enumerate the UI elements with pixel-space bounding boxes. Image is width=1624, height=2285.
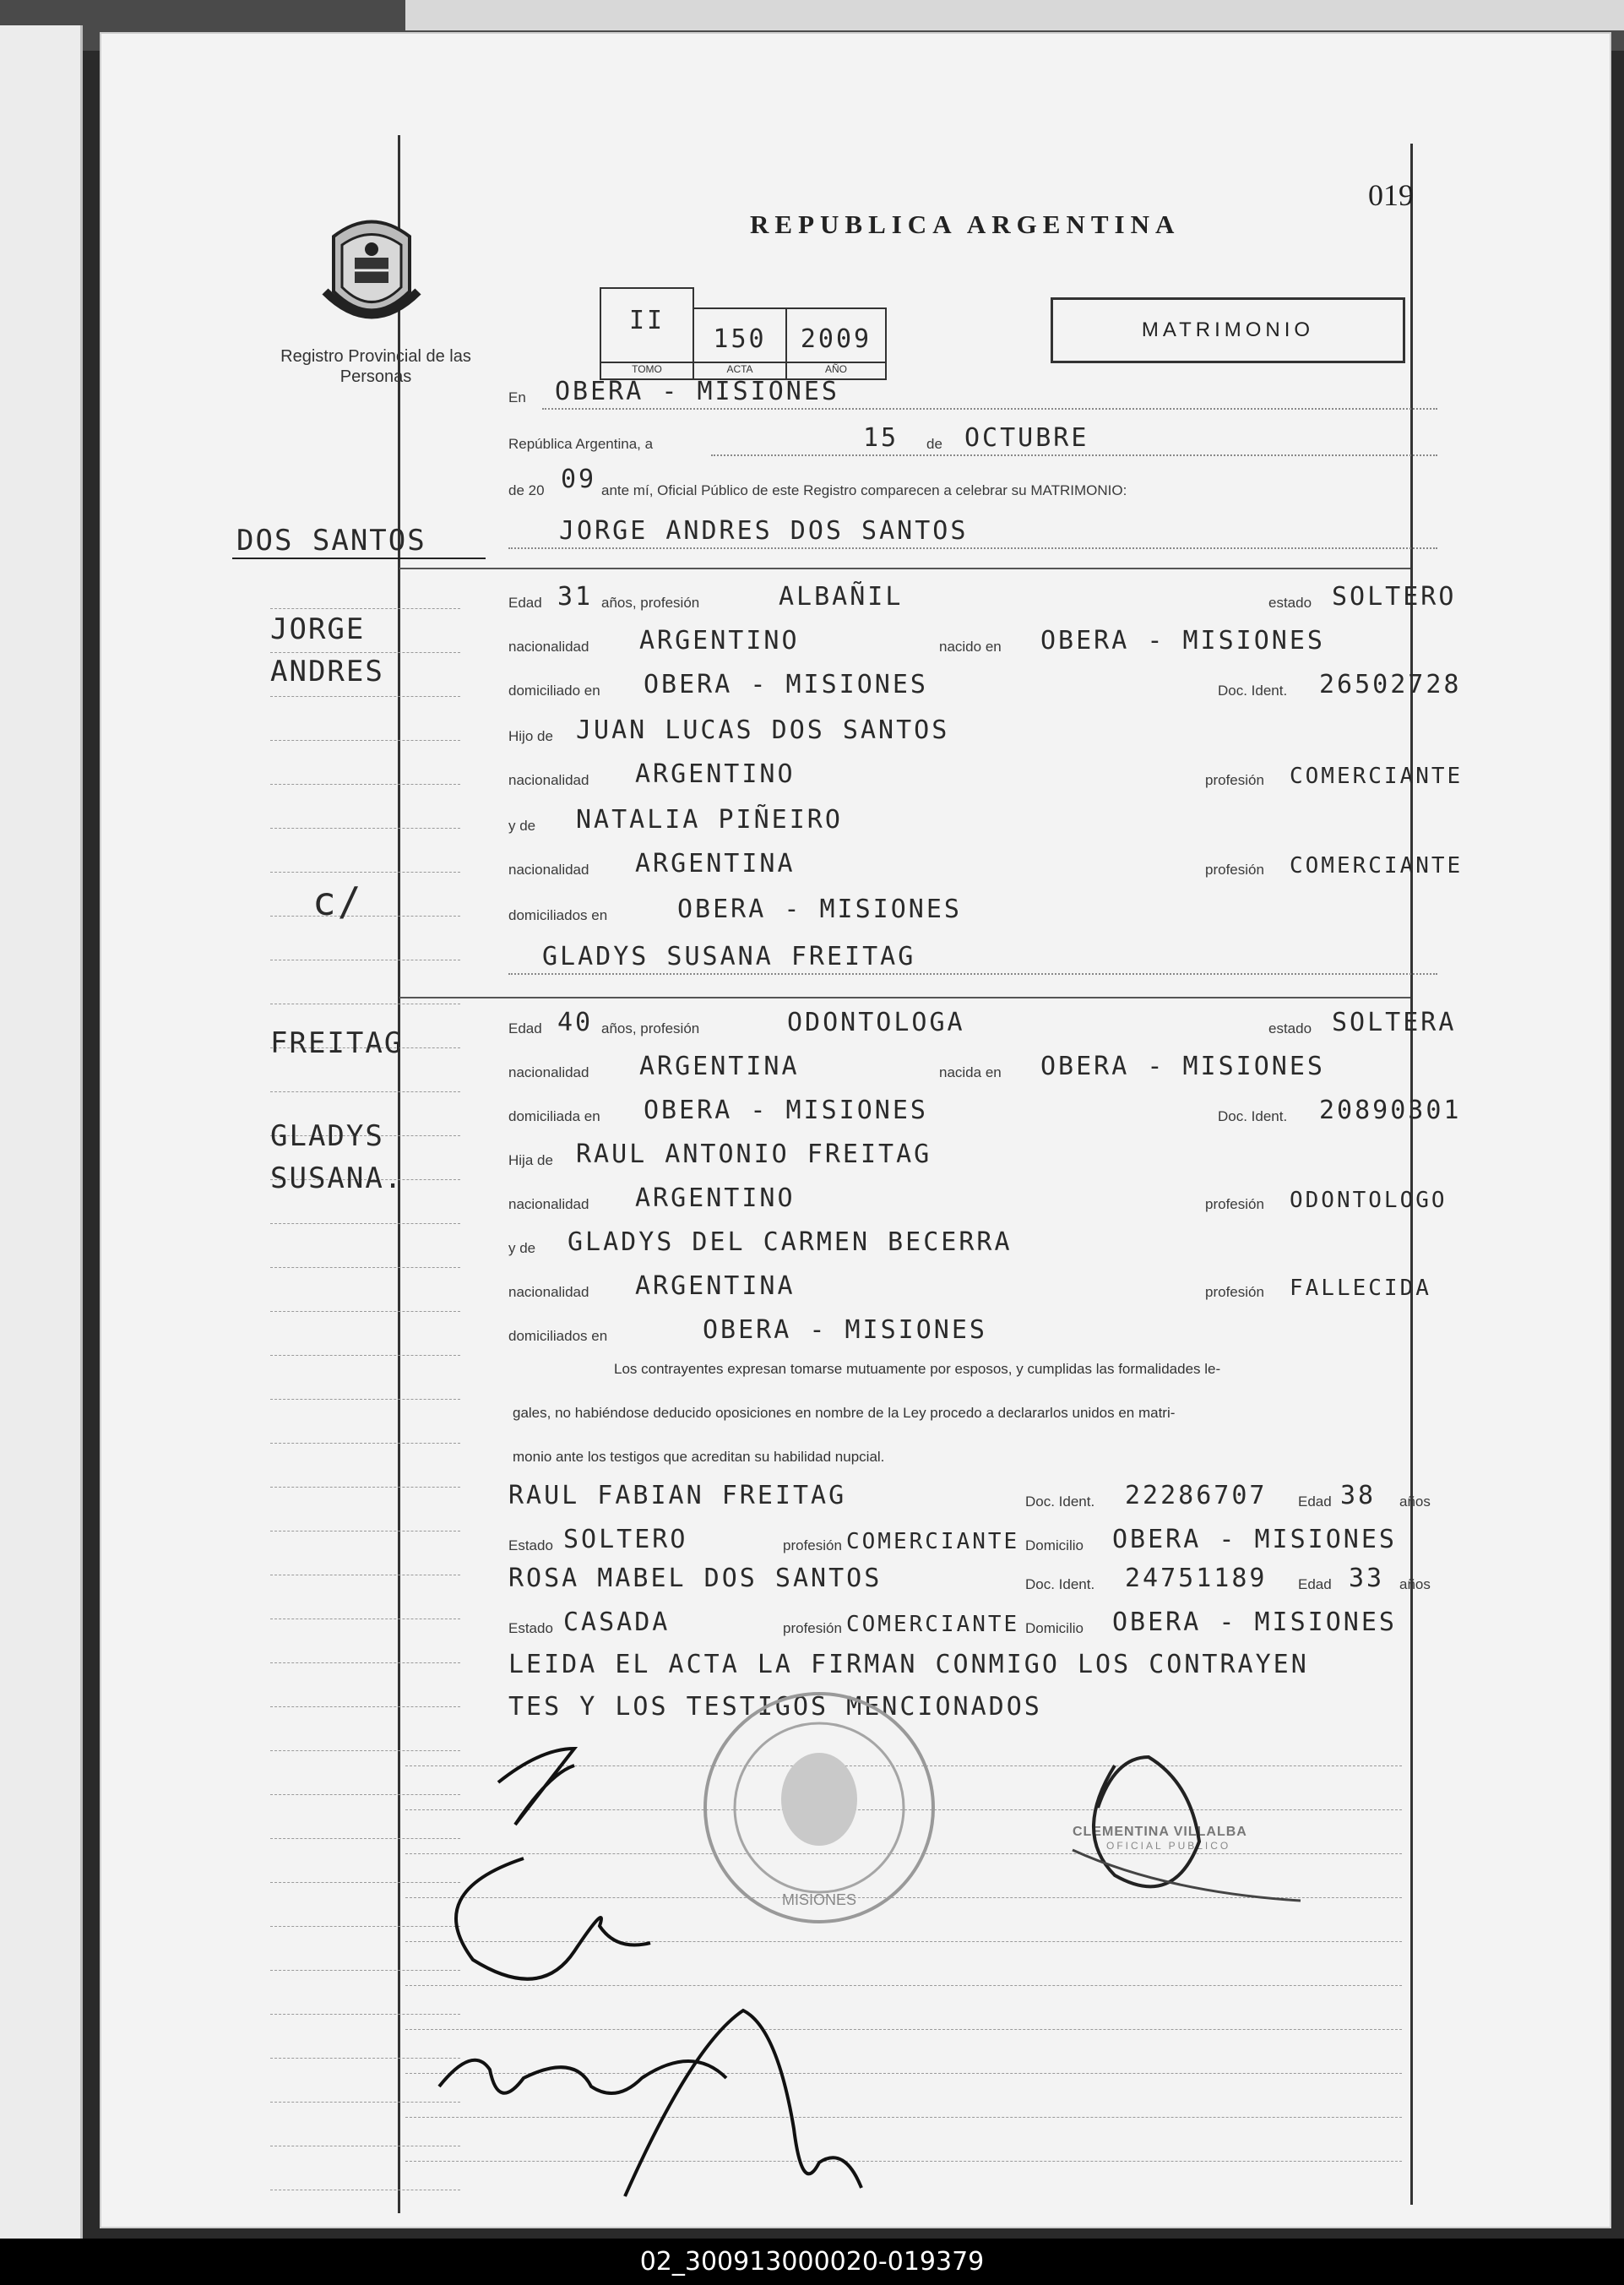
witness-address: OBERA - MISIONES (1112, 1608, 1397, 1637)
folio-number: 019 (1368, 178, 1414, 212)
signature-groom (498, 1749, 574, 1825)
label: Edad (508, 1020, 542, 1036)
label: años, profesión (601, 595, 700, 611)
witness-doc: 24751189 (1125, 1564, 1268, 1593)
tomo-label: TOMO (601, 362, 693, 378)
label: profesión (1205, 862, 1264, 878)
label: Hijo de (508, 728, 553, 744)
value: SOLTERO (1332, 582, 1457, 612)
declaration-line-1: Los contrayentes expresan tomarse mutuamente por esposos, y cumplidas las formalidades le- (614, 1361, 1221, 1377)
value: NATALIA PIÑEIRO (576, 805, 843, 835)
witness-doc: 22286707 (1125, 1481, 1268, 1510)
label: Edad (1298, 1493, 1332, 1510)
anio-value: 2009 (800, 324, 872, 354)
value: OBERA - MISIONES (644, 1096, 928, 1125)
value: ARGENTINO (635, 1183, 796, 1213)
label: nacida en (939, 1064, 1002, 1080)
label: Hija de (508, 1152, 553, 1168)
label: Doc. Ident. (1218, 1108, 1288, 1124)
margin-bride-surname: FREITAG (270, 1026, 404, 1060)
registry-name: Registro Provincial de las Personas (280, 347, 471, 386)
declaration-line-2: gales, no habiéndose deducido oposiciones en nombre de la Ley procedo a declararlos unidos en matri- (513, 1405, 1176, 1421)
officer-text: ante mí, Oficial Público de este Registro comparecen a celebrar su MATRIMONIO: (601, 482, 1127, 498)
label: Doc. Ident. (1218, 683, 1288, 699)
witness-name: ROSA MABEL DOS SANTOS (508, 1564, 883, 1593)
label: nacionalidad (508, 862, 589, 878)
value: OBERA - MISIONES (1040, 626, 1325, 656)
value: SOLTERA (1332, 1008, 1457, 1037)
label: y de (508, 818, 536, 834)
month-value: OCTUBRE (964, 423, 1089, 453)
label: Estado (508, 1620, 553, 1636)
seal-text: MISIONES (781, 1891, 857, 1908)
label: profesión (1205, 1196, 1264, 1212)
value: OBERA - MISIONES (703, 1315, 987, 1345)
label: profesión (783, 1620, 842, 1636)
label: años (1399, 1576, 1431, 1592)
label: estado (1268, 1020, 1312, 1036)
margin-bride-name-2: SUSANA. (270, 1162, 404, 1195)
label: profesión (1205, 1284, 1264, 1300)
bride-full-name: GLADYS SUSANA FREITAG (542, 942, 916, 971)
declaration-line-3: monio ante los testigos que acreditan su habilidad nupcial. (513, 1449, 885, 1465)
closing-text: TES Y LOS TESTIGOS MENCIONADOS (508, 1692, 1042, 1722)
witness-age: 38 (1340, 1481, 1377, 1510)
label: domiciliada en (508, 1108, 600, 1124)
officer-title: OFICIAL PUBLICO (1106, 1840, 1231, 1852)
value: 40 (557, 1008, 594, 1037)
value: ARGENTINA (639, 1052, 800, 1081)
value: ARGENTINO (635, 759, 796, 789)
label: de (926, 436, 942, 452)
signature-officer (1094, 1757, 1199, 1886)
day-value: 15 (863, 423, 899, 453)
value: OBERA - MISIONES (644, 670, 928, 699)
witness-profession: COMERCIANTE (846, 1529, 1020, 1554)
label: nacionalidad (508, 1284, 589, 1300)
value: COMERCIANTE (1290, 853, 1464, 879)
label: Doc. Ident. (1025, 1493, 1095, 1510)
label: Estado (508, 1537, 553, 1553)
label: profesión (783, 1537, 842, 1553)
label: nacionalidad (508, 772, 589, 788)
label: Doc. Ident. (1025, 1576, 1095, 1592)
label: Domicilio (1025, 1620, 1084, 1636)
value: ARGENTINA (635, 849, 796, 879)
witness-address: OBERA - MISIONES (1112, 1525, 1397, 1554)
acta-label: ACTA (694, 362, 785, 378)
witness-profession: COMERCIANTE (846, 1612, 1020, 1637)
value: OBERA - MISIONES (677, 895, 962, 924)
signature-witness-1 (439, 2060, 726, 2093)
witness-age: 33 (1349, 1564, 1385, 1593)
label: domiciliado en (508, 683, 600, 699)
value: GLADYS DEL CARMEN BECERRA (568, 1227, 1013, 1257)
label: domiciliados en (508, 1328, 608, 1344)
witness-status: SOLTERO (563, 1525, 688, 1554)
value: ODONTOLOGA (787, 1008, 965, 1037)
label: estado (1268, 595, 1312, 611)
label: En (508, 389, 526, 405)
label: nacionalidad (508, 1196, 589, 1212)
label: de 20 (508, 482, 545, 498)
label: profesión (1205, 772, 1264, 788)
year-value: 09 (561, 465, 597, 494)
witness-name: RAUL FABIAN FREITAG (508, 1481, 847, 1510)
label: años (1399, 1493, 1431, 1510)
label: Edad (1298, 1576, 1332, 1592)
signature-bride (456, 1858, 650, 1979)
previous-page-edge (0, 25, 83, 2239)
value: OBERA - MISIONES (555, 377, 839, 406)
value: ARGENTINA (635, 1271, 796, 1301)
margin-groom-surname: DOS SANTOS (236, 524, 426, 558)
acta-value: 150 (713, 324, 767, 354)
country-title: REPUBLICA ARGENTINA (750, 209, 1181, 239)
label: nacionalidad (508, 639, 589, 655)
label: Domicilio (1025, 1537, 1084, 1553)
signatures (101, 34, 1613, 2230)
label: República Argentina, a (508, 436, 654, 452)
value: ALBAÑIL (779, 582, 904, 612)
label: y de (508, 1240, 536, 1256)
label: Edad (508, 595, 542, 611)
value: JUAN LUCAS DOS SANTOS (576, 715, 950, 745)
scan-id-footer: 02_300913000020-019379 (0, 2239, 1624, 2285)
groom-full-name: JORGE ANDRES DOS SANTOS (559, 516, 969, 546)
signature-officer-flourish (1073, 1850, 1301, 1901)
value: 20890301 (1319, 1096, 1462, 1125)
witness-status: CASADA (563, 1608, 671, 1637)
value: 31 (557, 582, 594, 612)
value: OBERA - MISIONES (1040, 1052, 1325, 1081)
label: nacionalidad (508, 1064, 589, 1080)
margin-connector: c/ (312, 879, 363, 924)
scan-background-edge (405, 0, 1624, 30)
margin-groom-name-1: JORGE (270, 612, 366, 646)
tomo-value: II (628, 306, 665, 335)
record-page (100, 32, 1611, 2228)
value: FALLECIDA (1290, 1276, 1431, 1301)
anio-label: AÑO (787, 362, 885, 378)
officer-name: CLEMENTINA VILLALBA (1073, 1825, 1247, 1839)
label: domiciliados en (508, 907, 608, 923)
value: ODONTOLOGO (1290, 1188, 1447, 1213)
value: ARGENTINO (639, 626, 800, 656)
value: RAUL ANTONIO FREITAG (576, 1140, 932, 1169)
margin-groom-name-2: ANDRES (270, 655, 384, 688)
margin-bride-name-1: GLADYS (270, 1119, 384, 1153)
label: años, profesión (601, 1020, 700, 1036)
document-type-box: MATRIMONIO (1051, 297, 1405, 363)
label: nacido en (939, 639, 1002, 655)
value: COMERCIANTE (1290, 764, 1464, 789)
signature-witness-2 (625, 2010, 861, 2196)
closing-text: LEIDA EL ACTA LA FIRMAN CONMIGO LOS CONTRAYEN (508, 1650, 1309, 1679)
value: 26502728 (1319, 670, 1462, 699)
